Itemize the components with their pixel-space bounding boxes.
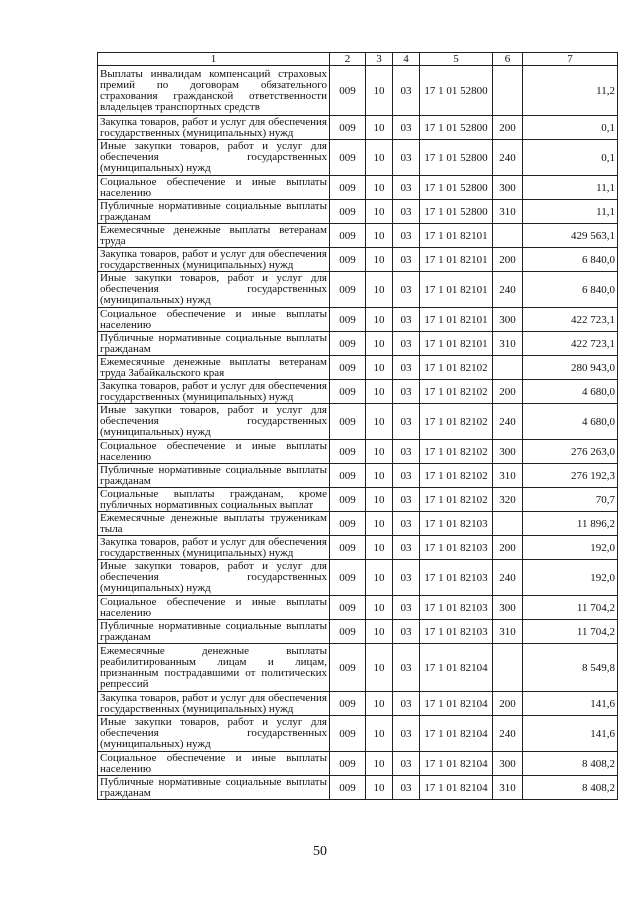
col-4-cell: 03 [393, 380, 420, 404]
col-2-cell: 009 [330, 224, 366, 248]
col-4-cell: 03 [393, 308, 420, 332]
row-description: Социальное обеспечение и иные выплаты населению [98, 596, 330, 620]
table-row [98, 248, 618, 272]
col-6-cell: 310 [493, 776, 523, 800]
col-7-cell: 192,0 [523, 536, 618, 560]
row-description: Публичные нормативные социальные выплаты гражданам [98, 200, 330, 224]
row-description: Иные закупки товаров, работ и услуг для обеспечения государственных (муниципальных) нужд [98, 140, 330, 176]
col-3-cell: 10 [366, 332, 393, 356]
col-6-cell: 200 [493, 692, 523, 716]
col-2-cell: 009 [330, 512, 366, 536]
header-cell: 4 [393, 53, 420, 66]
col-5-cell: 17 1 01 52800 [420, 140, 493, 176]
row-description: Социальное обеспечение и иные выплаты населению [98, 308, 330, 332]
col-4-cell: 03 [393, 224, 420, 248]
col-2-cell: 009 [330, 248, 366, 272]
col-2-cell: 009 [330, 380, 366, 404]
table-row [98, 380, 618, 404]
table-row [98, 488, 618, 512]
row-description: Закупка товаров, работ и услуг для обеспечения государственных (муниципальных) нужд [98, 116, 330, 140]
col-2-cell: 009 [330, 66, 366, 116]
col-5-cell: 17 1 01 82103 [420, 536, 493, 560]
col-2-cell: 009 [330, 560, 366, 596]
col-7-cell: 11 704,2 [523, 596, 618, 620]
col-3-cell: 10 [366, 308, 393, 332]
row-description: Ежемесячные денежные выплаты ветеранам труда Забайкальского края [98, 356, 330, 380]
row-description: Иные закупки товаров, работ и услуг для обеспечения государственных (муниципальных) нужд [98, 560, 330, 596]
row-description: Ежемесячные денежные выплаты реабилитированным лицам и лицам, признанным пострадавшими от политических репрессий [98, 644, 330, 692]
row-description: Социальное обеспечение и иные выплаты населению [98, 440, 330, 464]
col-2-cell: 009 [330, 536, 366, 560]
table-row [98, 272, 618, 308]
col-6-cell [493, 644, 523, 692]
col-6-cell: 200 [493, 536, 523, 560]
table-row [98, 332, 618, 356]
col-4-cell: 03 [393, 116, 420, 140]
col-4-cell: 03 [393, 356, 420, 380]
col-5-cell: 17 1 01 82103 [420, 512, 493, 536]
col-3-cell: 10 [366, 224, 393, 248]
col-7-cell: 6 840,0 [523, 272, 618, 308]
col-3-cell: 10 [366, 248, 393, 272]
table-row [98, 308, 618, 332]
col-4-cell: 03 [393, 200, 420, 224]
col-4-cell: 03 [393, 440, 420, 464]
col-5-cell: 17 1 01 82101 [420, 248, 493, 272]
table-row [98, 560, 618, 596]
col-4-cell: 03 [393, 620, 420, 644]
col-3-cell: 10 [366, 752, 393, 776]
col-6-cell [493, 66, 523, 116]
col-2-cell: 009 [330, 620, 366, 644]
col-2-cell: 009 [330, 596, 366, 620]
col-3-cell: 10 [366, 716, 393, 752]
row-description: Публичные нормативные социальные выплаты гражданам [98, 620, 330, 644]
col-5-cell: 17 1 01 52800 [420, 200, 493, 224]
col-2-cell: 009 [330, 176, 366, 200]
col-7-cell: 11,2 [523, 66, 618, 116]
row-description: Иные закупки товаров, работ и услуг для обеспечения государственных (муниципальных) нужд [98, 272, 330, 308]
table-row [98, 176, 618, 200]
col-7-cell: 8 408,2 [523, 752, 618, 776]
col-2-cell: 009 [330, 272, 366, 308]
col-7-cell: 280 943,0 [523, 356, 618, 380]
col-6-cell [493, 512, 523, 536]
row-description: Публичные нормативные социальные выплаты гражданам [98, 776, 330, 800]
col-5-cell: 17 1 01 82104 [420, 716, 493, 752]
col-2-cell: 009 [330, 356, 366, 380]
col-4-cell: 03 [393, 596, 420, 620]
col-7-cell: 276 263,0 [523, 440, 618, 464]
col-5-cell: 17 1 01 82104 [420, 752, 493, 776]
col-7-cell: 11,1 [523, 200, 618, 224]
col-2-cell: 009 [330, 332, 366, 356]
col-5-cell: 17 1 01 82101 [420, 308, 493, 332]
col-5-cell: 17 1 01 82102 [420, 488, 493, 512]
col-6-cell: 300 [493, 596, 523, 620]
table-row [98, 752, 618, 776]
col-4-cell: 03 [393, 776, 420, 800]
col-4-cell: 03 [393, 332, 420, 356]
col-4-cell: 03 [393, 644, 420, 692]
col-5-cell: 17 1 01 82103 [420, 596, 493, 620]
col-7-cell: 141,6 [523, 716, 618, 752]
col-2-cell: 009 [330, 308, 366, 332]
table-body [98, 53, 618, 800]
header-row [98, 53, 618, 66]
col-4-cell: 03 [393, 716, 420, 752]
col-2-cell: 009 [330, 716, 366, 752]
col-6-cell: 310 [493, 332, 523, 356]
col-7-cell: 11 704,2 [523, 620, 618, 644]
table-row [98, 66, 618, 116]
col-4-cell: 03 [393, 692, 420, 716]
col-4-cell: 03 [393, 464, 420, 488]
col-3-cell: 10 [366, 464, 393, 488]
col-6-cell: 240 [493, 404, 523, 440]
col-4-cell: 03 [393, 404, 420, 440]
col-5-cell: 17 1 01 82102 [420, 404, 493, 440]
col-5-cell: 17 1 01 82101 [420, 224, 493, 248]
col-7-cell: 192,0 [523, 560, 618, 596]
col-4-cell: 03 [393, 272, 420, 308]
col-3-cell: 10 [366, 512, 393, 536]
col-2-cell: 009 [330, 692, 366, 716]
col-7-cell: 429 563,1 [523, 224, 618, 248]
col-6-cell: 240 [493, 140, 523, 176]
table-row [98, 140, 618, 176]
col-6-cell: 320 [493, 488, 523, 512]
row-description: Закупка товаров, работ и услуг для обеспечения государственных (муниципальных) нужд [98, 536, 330, 560]
col-2-cell: 009 [330, 464, 366, 488]
col-5-cell: 17 1 01 82101 [420, 272, 493, 308]
col-3-cell: 10 [366, 560, 393, 596]
row-description: Ежемесячные денежные выплаты труженикам тыла [98, 512, 330, 536]
col-4-cell: 03 [393, 536, 420, 560]
col-3-cell: 10 [366, 776, 393, 800]
col-6-cell: 310 [493, 200, 523, 224]
col-5-cell: 17 1 01 82104 [420, 692, 493, 716]
table-row [98, 596, 618, 620]
col-6-cell: 300 [493, 176, 523, 200]
col-6-cell: 240 [493, 272, 523, 308]
col-5-cell: 17 1 01 82104 [420, 776, 493, 800]
col-7-cell: 422 723,1 [523, 332, 618, 356]
col-3-cell: 10 [366, 620, 393, 644]
col-2-cell: 009 [330, 440, 366, 464]
col-6-cell: 310 [493, 464, 523, 488]
col-4-cell: 03 [393, 560, 420, 596]
row-description: Публичные нормативные социальные выплаты гражданам [98, 464, 330, 488]
col-3-cell: 10 [366, 404, 393, 440]
col-4-cell: 03 [393, 752, 420, 776]
row-description: Социальное обеспечение и иные выплаты населению [98, 176, 330, 200]
col-6-cell [493, 356, 523, 380]
col-5-cell: 17 1 01 82102 [420, 464, 493, 488]
col-6-cell: 240 [493, 560, 523, 596]
header-cell: 7 [523, 53, 618, 66]
col-6-cell: 310 [493, 620, 523, 644]
col-2-cell: 009 [330, 776, 366, 800]
row-description: Иные закупки товаров, работ и услуг для обеспечения государственных (муниципальных) нужд [98, 404, 330, 440]
col-5-cell: 17 1 01 82101 [420, 332, 493, 356]
col-5-cell: 17 1 01 82104 [420, 644, 493, 692]
col-7-cell: 0,1 [523, 140, 618, 176]
row-description: Иные закупки товаров, работ и услуг для обеспечения государственных (муниципальных) нужд [98, 716, 330, 752]
table-row [98, 776, 618, 800]
table-row [98, 512, 618, 536]
col-4-cell: 03 [393, 512, 420, 536]
col-3-cell: 10 [366, 176, 393, 200]
table-row [98, 116, 618, 140]
row-description: Ежемесячные денежные выплаты ветеранам труда [98, 224, 330, 248]
col-4-cell: 03 [393, 488, 420, 512]
col-6-cell: 200 [493, 380, 523, 404]
col-7-cell: 0,1 [523, 116, 618, 140]
row-description: Публичные нормативные социальные выплаты гражданам [98, 332, 330, 356]
col-2-cell: 009 [330, 488, 366, 512]
col-5-cell: 17 1 01 52800 [420, 116, 493, 140]
row-description: Социальные выплаты гражданам, кроме публичных нормативных социальных выплат [98, 488, 330, 512]
col-3-cell: 10 [366, 116, 393, 140]
col-7-cell: 6 840,0 [523, 248, 618, 272]
col-4-cell: 03 [393, 248, 420, 272]
col-6-cell: 200 [493, 248, 523, 272]
col-6-cell [493, 224, 523, 248]
col-6-cell: 200 [493, 116, 523, 140]
col-7-cell: 276 192,3 [523, 464, 618, 488]
table-row [98, 620, 618, 644]
col-2-cell: 009 [330, 116, 366, 140]
col-7-cell: 8 408,2 [523, 776, 618, 800]
col-3-cell: 10 [366, 356, 393, 380]
col-5-cell: 17 1 01 82102 [420, 440, 493, 464]
col-5-cell: 17 1 01 52800 [420, 66, 493, 116]
col-3-cell: 10 [366, 596, 393, 620]
col-7-cell: 4 680,0 [523, 380, 618, 404]
col-5-cell: 17 1 01 82103 [420, 560, 493, 596]
col-4-cell: 03 [393, 66, 420, 116]
col-3-cell: 10 [366, 440, 393, 464]
header-cell: 3 [366, 53, 393, 66]
col-6-cell: 300 [493, 308, 523, 332]
col-7-cell: 11,1 [523, 176, 618, 200]
col-6-cell: 300 [493, 440, 523, 464]
col-3-cell: 10 [366, 140, 393, 176]
col-3-cell: 10 [366, 536, 393, 560]
col-6-cell: 240 [493, 716, 523, 752]
col-4-cell: 03 [393, 140, 420, 176]
col-3-cell: 10 [366, 380, 393, 404]
col-7-cell: 422 723,1 [523, 308, 618, 332]
row-description: Закупка товаров, работ и услуг для обеспечения государственных (муниципальных) нужд [98, 248, 330, 272]
table-row [98, 356, 618, 380]
row-description: Закупка товаров, работ и услуг для обеспечения государственных (муниципальных) нужд [98, 692, 330, 716]
col-7-cell: 141,6 [523, 692, 618, 716]
row-description: Выплаты инвалидам компенсаций страховых премий по договорам обязательного страхования гражданской ответственности владельцев транспортных средств [98, 66, 330, 116]
budget-table [97, 52, 618, 800]
col-7-cell: 8 549,8 [523, 644, 618, 692]
table-row [98, 200, 618, 224]
col-2-cell: 009 [330, 140, 366, 176]
col-2-cell: 009 [330, 404, 366, 440]
page-number: 50 [313, 844, 327, 859]
col-4-cell: 03 [393, 176, 420, 200]
row-description: Социальное обеспечение и иные выплаты населению [98, 752, 330, 776]
header-cell: 6 [493, 53, 523, 66]
table-row [98, 692, 618, 716]
col-7-cell: 11 896,2 [523, 512, 618, 536]
col-3-cell: 10 [366, 488, 393, 512]
table-row [98, 224, 618, 248]
table-row [98, 464, 618, 488]
col-7-cell: 4 680,0 [523, 404, 618, 440]
col-3-cell: 10 [366, 272, 393, 308]
col-3-cell: 10 [366, 692, 393, 716]
header-cell: 5 [420, 53, 493, 66]
row-description: Закупка товаров, работ и услуг для обеспечения государственных (муниципальных) нужд [98, 380, 330, 404]
col-6-cell: 300 [493, 752, 523, 776]
col-5-cell: 17 1 01 82102 [420, 356, 493, 380]
header-cell: 2 [330, 53, 366, 66]
table-row [98, 644, 618, 692]
col-3-cell: 10 [366, 200, 393, 224]
col-5-cell: 17 1 01 82102 [420, 380, 493, 404]
table-row [98, 536, 618, 560]
col-5-cell: 17 1 01 52800 [420, 176, 493, 200]
col-3-cell: 10 [366, 644, 393, 692]
header-cell: 1 [98, 53, 330, 66]
col-2-cell: 009 [330, 200, 366, 224]
col-5-cell: 17 1 01 82103 [420, 620, 493, 644]
table-row [98, 440, 618, 464]
table-row [98, 716, 618, 752]
table-row [98, 404, 618, 440]
col-2-cell: 009 [330, 752, 366, 776]
col-3-cell: 10 [366, 66, 393, 116]
col-7-cell: 70,7 [523, 488, 618, 512]
col-2-cell: 009 [330, 644, 366, 692]
